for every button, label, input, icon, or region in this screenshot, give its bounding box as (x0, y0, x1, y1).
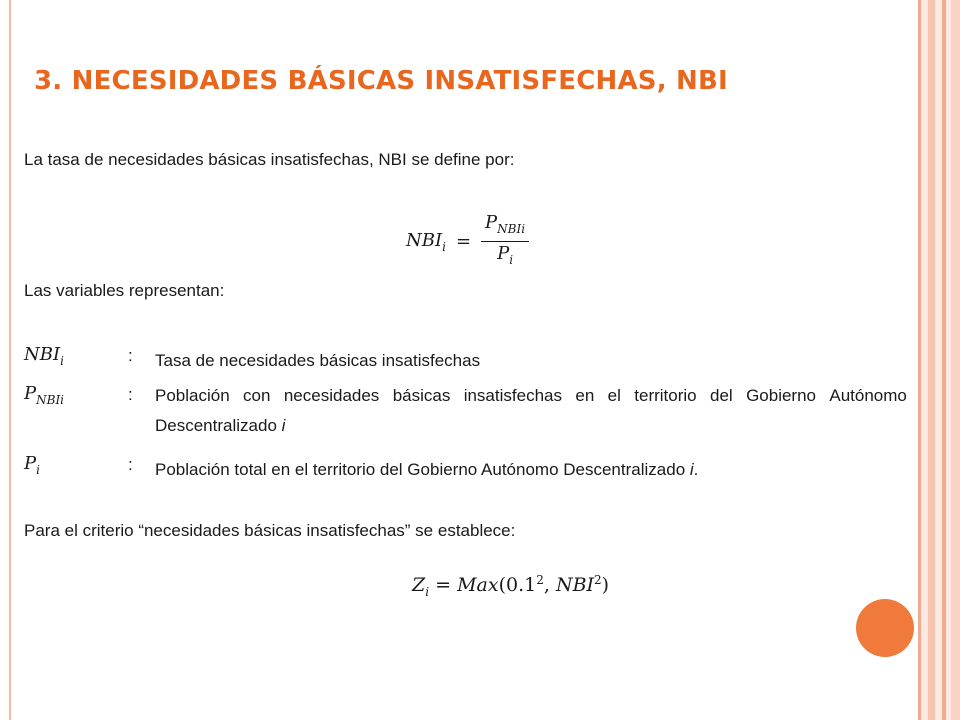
frame-stripe (951, 0, 960, 720)
z-formula (412, 573, 609, 599)
variable-symbol: $P_{NBIi}$ (24, 383, 65, 407)
frame-stripe (942, 0, 946, 720)
slide-title: 3. NECESIDADES BÁSICAS INSATISFECHAS, NBI (34, 66, 728, 96)
z-equals: = (435, 574, 452, 596)
variable-row-p (24, 453, 908, 479)
left-frame-border (0, 0, 11, 720)
z-open-paren: ( (498, 574, 506, 596)
variable-symbol: $P_i$ (24, 453, 40, 477)
variable-colon: : (128, 385, 133, 404)
variable-description (155, 381, 907, 441)
description-line-2: Descentralizado i (155, 416, 286, 435)
fraction-bar (481, 241, 529, 242)
z-lhs: $Z_i$ (412, 574, 430, 599)
formula-fraction (481, 212, 529, 271)
description-line-1: Población con necesidades básicas insatisfechas en el territorio del Gobierno Autónomo (155, 386, 907, 405)
formula-lhs: $NBI_i$ (406, 229, 446, 254)
variable-description: Población total en el territorio del Gobierno Autónomo Descentralizado i. (155, 460, 699, 479)
criterion-text: Para el criterio “necesidades básicas insatisfechas” se establece: (24, 521, 516, 540)
variable-row-nbi (24, 344, 908, 370)
formula-equals: = (455, 231, 472, 252)
z-comma: , (543, 574, 550, 596)
variable-colon: : (128, 346, 133, 365)
intro-text: La tasa de necesidades básicas insatisfechas, NBI se define por: (24, 150, 515, 169)
variable-description: Tasa de necesidades básicas insatisfechas (155, 351, 481, 370)
fraction-denominator: $P_i$ (497, 243, 514, 267)
z-close-paren: ) (601, 574, 610, 596)
variable-colon: : (128, 455, 133, 474)
z-arg2: NBI$^2$ (555, 573, 602, 596)
nbi-formula (406, 212, 529, 271)
variable-row-pnbi (24, 383, 908, 443)
right-frame-decoration (918, 0, 960, 720)
z-func: Max (457, 574, 499, 596)
variables-heading: Las variables representan: (24, 281, 225, 300)
decorative-orange-circle (856, 599, 914, 657)
variable-symbol: $NBI_i$ (24, 344, 64, 368)
frame-stripe (928, 0, 935, 720)
fraction-numerator: $P_{NBIi}$ (485, 212, 526, 236)
z-arg1: $0.1^2$ (505, 573, 544, 596)
frame-stripe (918, 0, 921, 720)
